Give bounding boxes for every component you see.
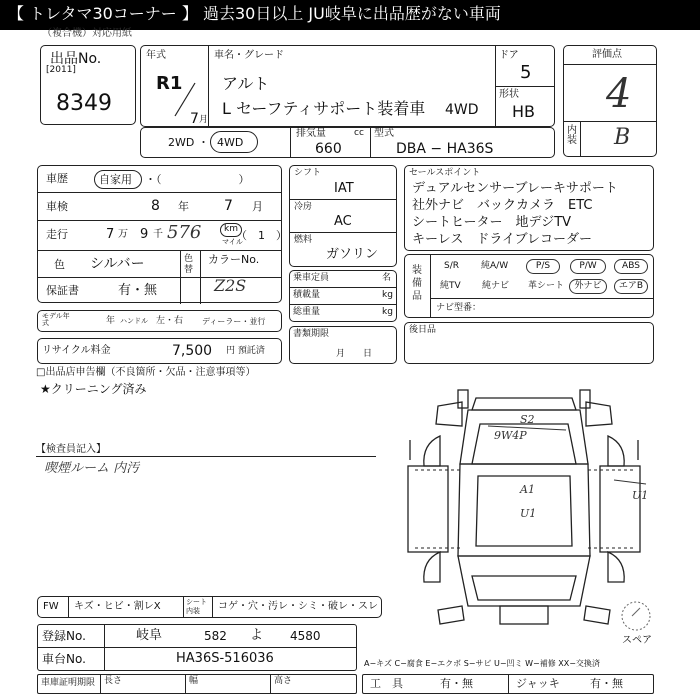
car-label: 車名・グレード <box>214 50 284 61</box>
jack-value: 有・無 <box>590 677 623 690</box>
ac-value: AC <box>334 214 352 229</box>
car-drive-text: 4WD <box>445 102 479 118</box>
inspector-title: 【検査員記入】 <box>36 444 106 455</box>
mileage-man-unit: 万 <box>118 229 128 240</box>
capacity-unit: 名 <box>382 273 392 283</box>
ac-label: 冷房 <box>294 202 313 212</box>
inspection-label: 車検 <box>46 200 68 213</box>
mileage-sen: 9 <box>140 227 149 242</box>
model-year-month: 7 <box>190 111 199 127</box>
shape-label: 形状 <box>499 89 519 100</box>
equip-pw: P/W <box>570 259 606 274</box>
drive-2wd: 2WD <box>168 136 195 149</box>
tools-value: 有・無 <box>440 677 473 690</box>
registration-label: 登録No. <box>42 629 86 643</box>
post-note-label: 後日品 <box>409 325 437 335</box>
equip-leather: 革シート <box>528 281 565 291</box>
mileage-handwritten: 576 <box>167 222 202 243</box>
load-label: 積載量 <box>293 290 321 300</box>
model-year-label: 年式 <box>146 50 166 61</box>
lot-year-stamp: [2011] <box>46 65 76 75</box>
history-rest: ・（ ） <box>145 173 250 186</box>
model-year-month-unit: 月 <box>199 115 209 125</box>
fw-items: キズ・ヒビ・割レX <box>74 601 161 612</box>
selling-point-3: シートヒーター 地デジTV <box>412 215 572 230</box>
selling-point-2: 社外ナビ バックカメラ ETC <box>412 198 593 213</box>
recycle-unit: 円 預託済 <box>226 346 265 356</box>
shift-label: シフト <box>294 168 322 178</box>
chassis-value: HA36S-516036 <box>176 651 274 666</box>
fw-label: FW <box>43 601 59 612</box>
certificate-long: 長さ <box>104 676 123 686</box>
interior-value: B <box>614 125 631 150</box>
equip-abs: ABS <box>614 259 648 274</box>
diagram-mark-s2: S2 <box>520 413 535 426</box>
model-code-value: DBA − HA36S <box>396 141 494 157</box>
tools-label: 工 具 <box>370 677 403 690</box>
model-row-handle-value: 左・右 <box>156 316 184 326</box>
model-code-label: 型式 <box>374 128 394 139</box>
registration-place: 岐阜 <box>136 628 163 643</box>
diagram-mark-u1: U1 <box>520 507 537 520</box>
doors-label: ドア <box>499 50 519 61</box>
drive-sep: ・ <box>198 136 209 149</box>
displacement-label: 排気量 <box>296 128 326 139</box>
car-name: アルト <box>222 74 270 93</box>
color-label: 色 <box>54 258 65 271</box>
displacement-value: 660 <box>315 141 342 157</box>
equipment-label: 装備品 <box>412 265 422 302</box>
color-value: シルバー <box>90 256 145 272</box>
diagram-mark-a1: A1 <box>520 483 535 496</box>
recycle-value: 7,500 <box>172 343 213 359</box>
recycle-label: リサイクル料金 <box>42 345 111 356</box>
doc-expiry-unit: 月 日 <box>336 349 373 359</box>
model-row-handle: ハンドル <box>120 317 148 325</box>
equip-ps: P/S <box>526 259 560 274</box>
model-row-year: 年 <box>106 316 116 326</box>
mileage-label: 走行 <box>46 228 68 241</box>
model-row-label: モデル年式 <box>42 312 70 327</box>
equip-ext-navi: 外ナビ <box>569 279 607 294</box>
certificate-width: 幅 <box>189 676 199 686</box>
selling-point-4: キーレス ドライブレコーダー <box>412 232 593 247</box>
equip-tv: 純TV <box>440 281 461 291</box>
inspection-month: 7 <box>224 198 233 214</box>
equip-navi-model: ナビ型番： <box>436 303 482 313</box>
chassis-label: 車台No. <box>42 652 86 666</box>
inspection-year-unit: 年 <box>178 200 189 213</box>
history-label: 車歴 <box>46 172 68 185</box>
equip-navi: 純ナビ <box>482 281 510 291</box>
fw-seat: シート内装 <box>186 598 207 615</box>
color-change-label: 色替 <box>184 254 194 275</box>
shift-value: IAT <box>334 181 354 196</box>
equip-aw: 純A/W <box>481 261 509 271</box>
selling-point-1: デュアルセンサーブレーキサポート <box>412 181 618 196</box>
warranty-label: 保証書 <box>46 284 79 297</box>
equip-airbag: エアB <box>614 279 648 294</box>
notes-line1: ★クリーニング済み <box>40 382 147 396</box>
inspector-text: 喫煙ルーム 内汚 <box>44 461 140 476</box>
capacity-label: 乗車定員 <box>293 273 330 283</box>
jack-label: ジャッキ <box>516 677 560 690</box>
notes-title: □出品店申告欄（不良箇所・欠品・注意事項等） <box>36 367 256 378</box>
banner-text: 【 トレタマ30コーナー 】 過去30日以上 JU岐阜に出品歴がない車両 <box>8 4 501 23</box>
fuel-label: 燃料 <box>294 235 313 245</box>
score-value: 4 <box>606 71 632 117</box>
mileage-mile: マイル <box>222 238 243 246</box>
diagram-mark-9w4p: 9W4P <box>494 429 527 442</box>
model-row-dealer: ディーラー・並行 <box>202 317 266 326</box>
selling-points-label: セールスポイント <box>409 168 481 178</box>
weight-unit: kg <box>382 307 393 317</box>
car-diagram <box>400 380 700 636</box>
registration-kana: よ <box>250 628 264 643</box>
history-value: 自家用 <box>99 173 132 186</box>
mileage-man: 7 <box>106 227 115 242</box>
color-code: Z2S <box>214 276 247 295</box>
damage-legend: A−キズ C−腐食 E−エクボ S−サビ U−凹ミ W−補修 XX−交換済 <box>364 659 600 668</box>
load-unit: kg <box>382 290 393 300</box>
car-grade: L セーフティサポート装着車 <box>222 99 426 118</box>
registration-number: 4580 <box>290 629 321 643</box>
registration-class: 582 <box>204 629 227 643</box>
doc-expiry-label: 書類期限 <box>293 329 330 339</box>
doors-value: 5 <box>520 62 532 83</box>
certificate-label: 車庫証明期限 <box>41 678 96 688</box>
lot-label: 出品No. <box>50 51 102 67</box>
weight-label: 総重量 <box>293 307 321 317</box>
color-code-label: カラーNo. <box>208 253 260 266</box>
mileage-sen-unit: 千 <box>153 229 163 240</box>
mileage-paren: （ 1 ） <box>236 229 287 242</box>
equip-sr: S/R <box>444 261 459 271</box>
top-partial-text: （複合機）対応用紙 <box>42 28 132 39</box>
post-note-box <box>404 322 654 364</box>
displacement-unit: cc <box>354 128 364 138</box>
shape-value: HB <box>512 102 536 121</box>
fuel-value: ガソリン <box>326 247 379 262</box>
diagram-mark-u1-side: U1 <box>632 489 649 502</box>
drive-4wd: 4WD <box>217 136 244 149</box>
inspection-month-unit: 月 <box>252 200 263 213</box>
lot-number: 8349 <box>56 91 112 116</box>
warranty-value: 有・無 <box>118 283 158 298</box>
mileage-km: km <box>224 224 238 234</box>
interior-label: 内装 <box>567 125 577 146</box>
certificate-height: 高さ <box>274 676 293 686</box>
score-label: 評価点 <box>592 49 622 60</box>
spare-label: スペア <box>622 635 652 646</box>
fw-seat-items: コゲ・穴・汚レ・シミ・破レ・スレ <box>218 601 378 612</box>
model-year-era: R1 <box>156 73 183 94</box>
inspection-year: 8 <box>151 198 160 214</box>
